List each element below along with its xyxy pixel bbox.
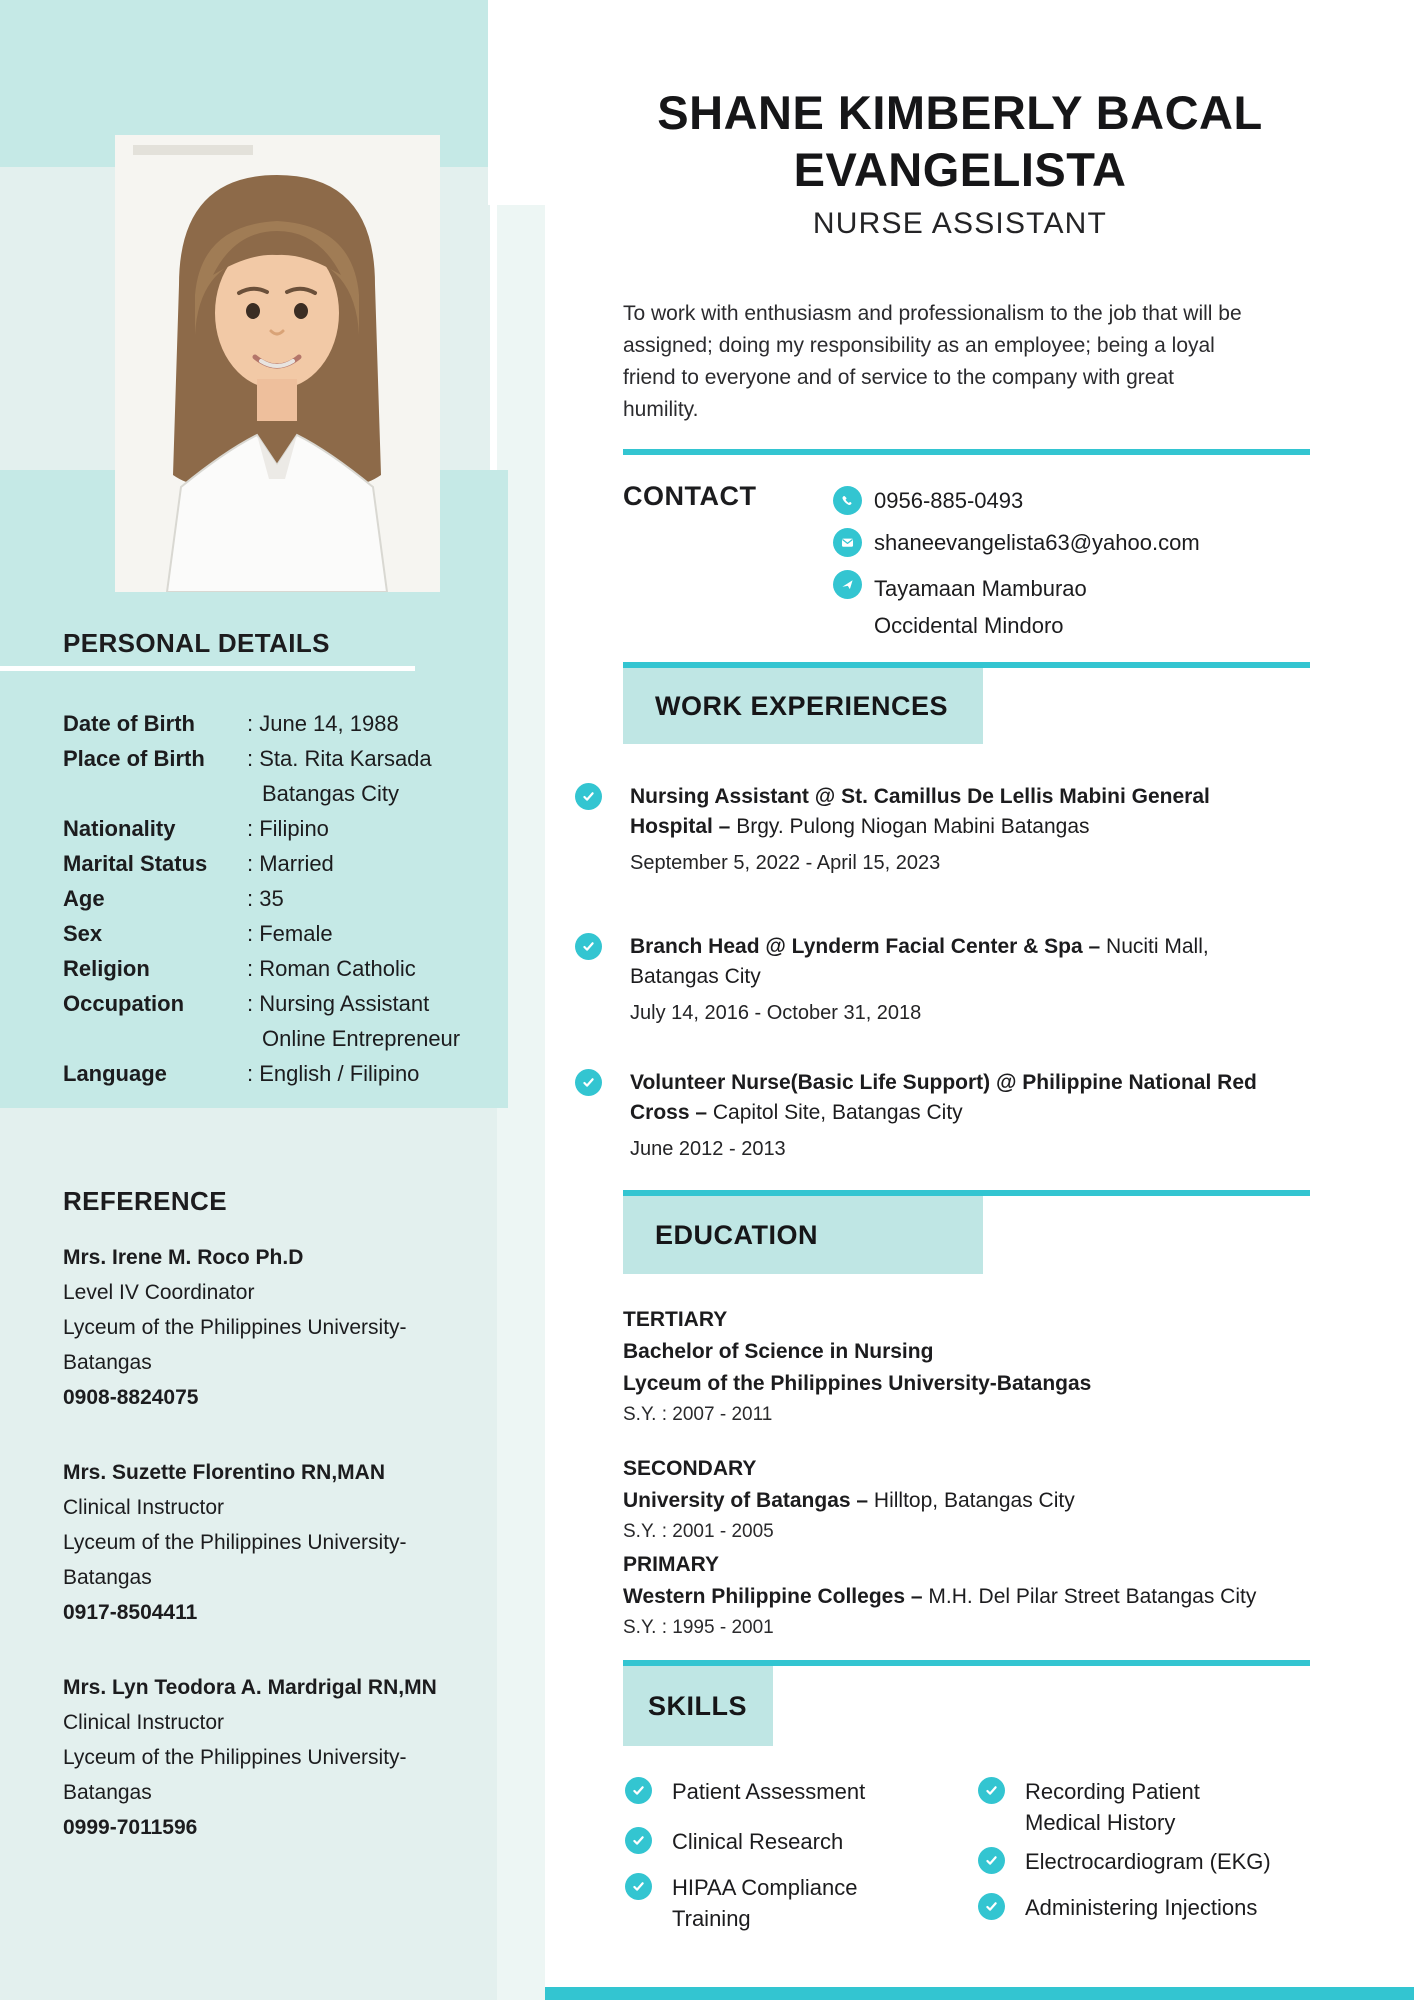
portrait-photo — [115, 135, 440, 592]
portrait-illustration — [115, 135, 440, 592]
education-level-secondary: SECONDARY University of Batangas – Hilltop, Batangas City S.Y. : 2001 - 2005 — [623, 1457, 1075, 1542]
check-circle-icon — [978, 1777, 1005, 1804]
personal-details-underline — [0, 666, 415, 671]
detail-row: Occupation : Nursing Assistant Online Entrepreneur — [63, 991, 461, 1051]
objective-paragraph: To work with enthusiasm and professionalism to the job that will be assigned; doing my responsibility as an employee; being a loyal friend to everyone and of service to the company with great humility. — [623, 302, 1242, 421]
skill-item: Patient Assessment — [625, 1776, 865, 1807]
detail-row: Age : 35 — [63, 886, 284, 911]
header — [600, 84, 1320, 241]
contact-location-row — [833, 570, 1087, 644]
check-circle-icon — [978, 1893, 1005, 1920]
skill-item: Recording Patient Medical History — [978, 1776, 1200, 1838]
candidate-name-line1: SHANE KIMBERLY BACAL — [657, 86, 1263, 139]
work-item-dates: September 5, 2022 - April 15, 2023 — [630, 852, 941, 874]
personal-details-heading: PERSONAL DETAILS — [63, 628, 330, 658]
skill-item: HIPAA Compliance Training — [625, 1872, 857, 1934]
candidate-name-line2: EVANGELISTA — [793, 143, 1127, 196]
detail-row: Nationality : Filipino — [63, 816, 329, 841]
detail-row: Language : English / Filipino — [63, 1061, 420, 1086]
detail-row: Date of Birth : June 14, 1988 — [63, 711, 399, 736]
education-level-tertiary: TERTIARY Bachelor of Science in Nursing Lyceum of the Philippines University-Batangas S.Y. : 2007 - 2011 — [623, 1308, 1092, 1425]
work-item-dates: July 14, 2016 - October 31, 2018 — [630, 1002, 922, 1024]
check-circle-icon — [625, 1827, 652, 1854]
check-circle-icon — [575, 783, 602, 810]
work-item: Nursing Assistant @ St. Camillus De Lellis Mabini General Hospital – Brgy. Pulong Niogan Mabini Batangas September 5, 2022 - April 15, 2023 — [575, 782, 1315, 875]
detail-row: Sex : Female — [63, 921, 333, 946]
check-circle-icon — [978, 1847, 1005, 1874]
reference-entry: Mrs. Irene M. Roco Ph.D Level IV Coordinator Lyceum of the Philippines University- Batangas 0908-8824075 — [63, 1246, 407, 1409]
check-circle-icon — [575, 1069, 602, 1096]
reference-heading: REFERENCE — [63, 1186, 227, 1216]
envelope-icon — [833, 528, 862, 557]
contact-phone-row — [833, 486, 1023, 515]
bottom-accent-bar — [545, 1987, 1414, 2000]
detail-row: Place of Birth : Sta. Rita Karsada Batangas City — [63, 746, 432, 806]
contact-divider — [623, 449, 1310, 455]
paper-plane-icon — [833, 570, 862, 599]
work-section-heading: WORK EXPERIENCES — [623, 668, 983, 744]
reference-entry: Mrs. Suzette Florentino RN,MAN Clinical Instructor Lyceum of the Philippines University- Batangas 0917-8504411 — [63, 1461, 407, 1624]
reference-entry: Mrs. Lyn Teodora A. Mardrigal RN,MN Clinical Instructor Lyceum of the Philippines University- Batangas 0999-7011596 — [63, 1676, 437, 1839]
check-circle-icon — [625, 1777, 652, 1804]
work-item: Volunteer Nurse(Basic Life Support) @ Philippine National Red Cross – Capitol Site, Batangas City June 2012 - 2013 — [575, 1068, 1315, 1161]
phone-icon — [833, 486, 862, 515]
contact-email-row — [833, 528, 1200, 557]
skill-item: Electrocardiogram (EKG) — [978, 1846, 1271, 1877]
sidebar-top-white-gap — [488, 0, 545, 205]
contact-heading: CONTACT — [623, 481, 757, 511]
work-item-dates: June 2012 - 2013 — [630, 1138, 786, 1160]
reference-list — [63, 1240, 437, 1885]
skill-item: Administering Injections — [978, 1892, 1257, 1923]
job-title: NURSE ASSISTANT — [812, 207, 1108, 240]
detail-row: Marital Status : Married — [63, 851, 334, 876]
personal-details-list — [63, 706, 473, 1091]
contact-location-value: Tayamaan Mamburao Occidental Mindoro — [874, 576, 1087, 638]
sidebar-white-seam — [490, 205, 497, 470]
check-circle-icon — [575, 933, 602, 960]
education-level-primary: PRIMARY Western Philippine Colleges – M.H. Del Pilar Street Batangas City S.Y. : 1995 - 2001 — [623, 1553, 1257, 1638]
check-circle-icon — [625, 1873, 652, 1900]
contact-email-value: shaneevangelista63@yahoo.com — [874, 530, 1200, 555]
skill-item: Clinical Research — [625, 1826, 843, 1857]
contact-phone-value: 0956-885-0493 — [874, 488, 1024, 513]
detail-row: Religion : Roman Catholic — [63, 956, 416, 981]
work-item: Branch Head @ Lynderm Facial Center & Spa – Nuciti Mall, Batangas City July 14, 2016 - October 31, 2018 — [575, 932, 1315, 1025]
skills-section-heading: SKILLS — [623, 1666, 773, 1746]
education-section-heading: EDUCATION — [623, 1196, 983, 1274]
